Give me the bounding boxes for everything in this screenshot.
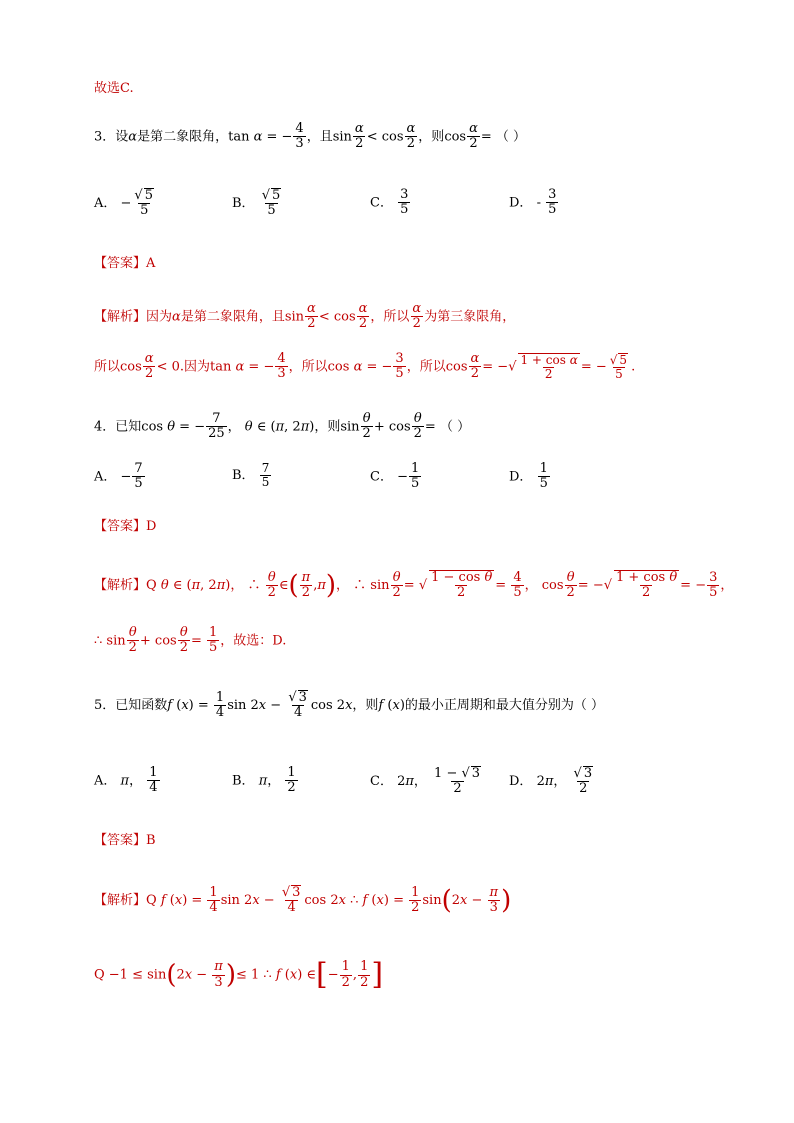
q5-option-a: A． π， $\frac{1}{4}$	[94, 765, 158, 796]
previous-conclusion: 故选C.	[94, 81, 134, 96]
q4-option-b: B． $\frac{7}{5}$	[232, 461, 270, 490]
q4-option-c: C． − $\frac{1}{5}$	[370, 461, 420, 492]
question-3-stem: 3．设α是第二象限角，tan α = − $\frac{4}{3}$ ，且sin $\frac{\alpha}{2}$ < cos $\frac{\alpha}{2}$ ，则cos $\frac{\alpha}{2}$ = （ ）	[94, 121, 527, 152]
q3-answer: 【答案】A	[94, 256, 156, 271]
q3-option-d: D． - $\frac{3}{5}$	[509, 187, 557, 218]
q4-analysis-line-1: 【解析】Q θ ∈ (π, 2π)， ∴ $\frac{\theta}{2}$ ∈( $\frac{\pi}{2}$ ,π)， ∴ sin $\frac{\theta}{2}$ = √ $\frac{\text{1 − cos θ}}{2}$ = $\frac{4}{5}$ ， cos $\frac{\theta}{2}$ = −√ $\frac{\text{1 + cos θ}}{2}$ = − $\frac{3}{5}$ ，	[94, 569, 734, 601]
question-5-stem: 5．已知函数f (x) = $\frac{1}{4}$ sin 2x − $\frac{√ 3}{4}$ cos 2x，则f (x)的最小正周期和最大值分别为（ ）	[94, 689, 605, 721]
q5-analysis-line-2: Q −1 ≤ sin(2x − $\frac{\pi}{3}$ )≤ 1 ∴ f (x) ∈[− $\frac{1}{2}$ , $\frac{1}{2}$ ]	[94, 957, 384, 992]
q5-analysis-line-1: 【解析】Q f (x) = $\frac{1}{4}$ sin 2x − $\frac{√ 3}{4}$ cos 2x ∴ f (x) = $\frac{1}{2}$ sin(2x − $\frac{\pi}{3}$ )	[94, 884, 512, 916]
question-4-stem: 4．已知cos θ = − $\frac{7}{25}$ ， θ ∈ (π, 2π)，则sin $\frac{\theta}{2}$ + cos $\frac{\theta}{2}$ = （ ）	[94, 411, 471, 442]
q5-option-c: C． 2π， $\frac{1 - √ 3}{2}$	[370, 766, 481, 797]
q5-answer: 【答案】B	[94, 833, 156, 848]
q5-option-d: D． 2π， $\frac{√ 3}{2}$	[509, 766, 593, 797]
q4-option-d: D． $\frac{1}{5}$	[509, 461, 548, 492]
q3-analysis-line-1: 【解析】因为α是第二象限角，且sin $\frac{\alpha}{2}$ < cos $\frac{\alpha}{2}$ ，所以 $\frac{\alpha}{2}$ 为第三象限角，	[94, 301, 516, 332]
q3-option-a: A． − $\frac{√ 5}{5}$	[94, 188, 153, 219]
q5-option-b: B． π， $\frac{1}{2}$	[232, 765, 296, 796]
q4-analysis-line-2: ∴ sin $\frac{\theta}{2}$ + cos $\frac{\theta}{2}$ = $\frac{1}{5}$ ，故选：D.	[94, 625, 287, 656]
q3-option-c: C． $\frac{3}{5}$	[370, 187, 409, 218]
q4-answer: 【答案】D	[94, 519, 157, 534]
q3-option-b: B． $\frac{√ 5}{5}$	[232, 188, 281, 219]
q3-analysis-line-2: 所以cos $\frac{\alpha}{2}$ < 0.因为tan α = − $\frac{4}{3}$ ，所以cos α = − $\frac{3}{5}$ ，所以cos $\frac{\alpha}{2}$ = −√ $\frac{\text{1 + cos α}}{2}$ = − $\frac{√ 5}{5}$ .	[94, 351, 636, 382]
q4-option-a: A． − $\frac{7}{5}$	[94, 461, 143, 492]
